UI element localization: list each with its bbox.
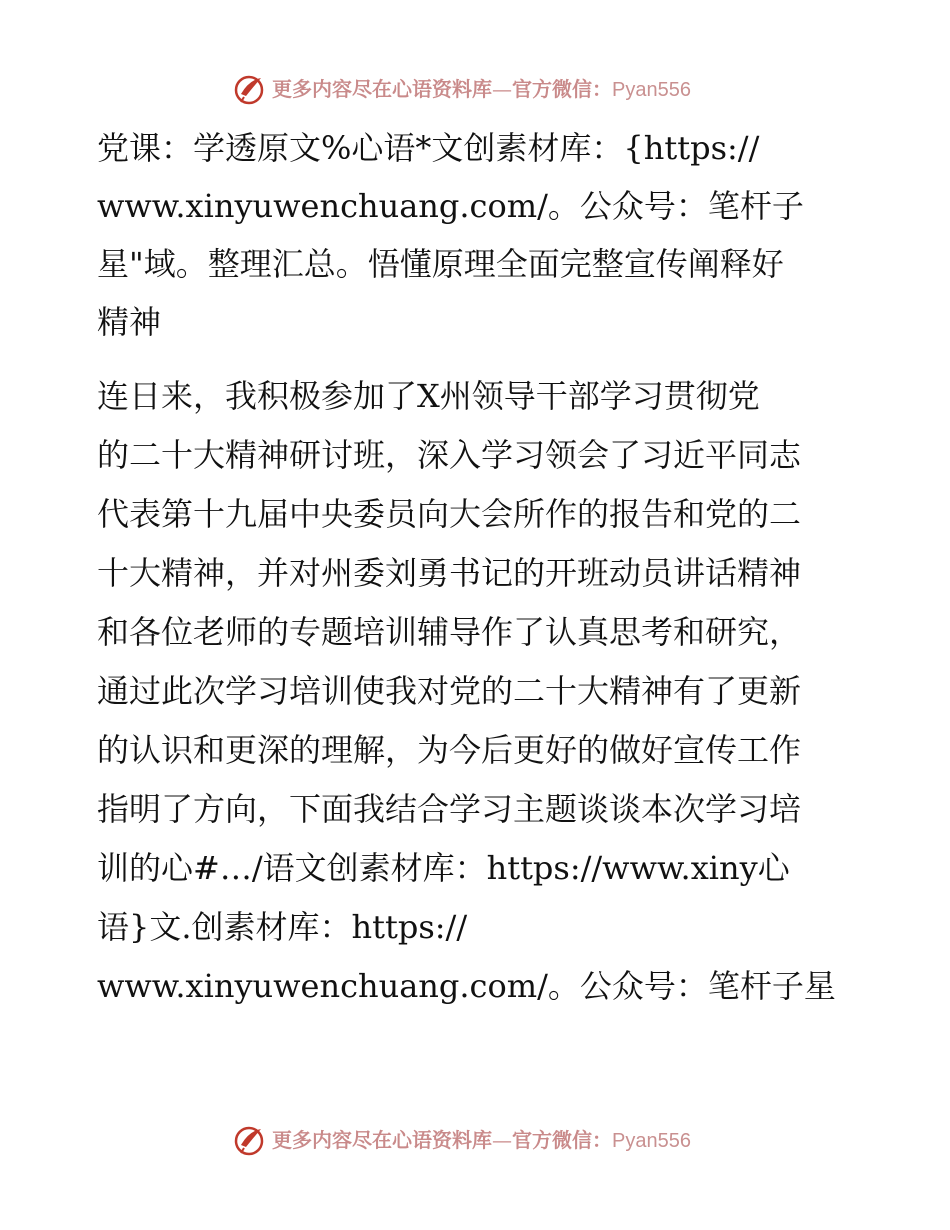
banner-wechat-id: Pyan556 [612, 79, 691, 101]
text-line: 精神 [97, 303, 162, 341]
text-line: 连日来，我积极参加了X州领导干部学习贯彻党 [97, 377, 760, 415]
brand-logo-icon [232, 72, 268, 106]
banner-separator: — [492, 1128, 512, 1152]
text-line: 代表第十九届中央委员向大会所作的报告和党的二 [97, 495, 802, 533]
text-line: www.xinyuwenchuang.com/。公众号：笔杆子星 [97, 967, 836, 1005]
banner-title: 更多内容尽在心语资料库 [272, 1128, 492, 1152]
text-line: 语}文.创素材库：https:// [97, 908, 468, 946]
text-line: 十大精神，并对州委刘勇书记的开班动员讲话精神 [97, 554, 802, 592]
text-line: 通过此次学习培训使我对党的二十大精神有了更新 [97, 672, 802, 710]
text-line: 党课：学透原文%心语*文创素材库：{https:// [97, 129, 760, 167]
text-line: www.xinyuwenchuang.com/。公众号：笔杆子 [97, 187, 804, 225]
text-line: 指明了方向，下面我结合学习主题谈谈本次学习培 [97, 790, 802, 828]
banner-title: 更多内容尽在心语资料库 [272, 77, 492, 101]
banner-wechat-label: 官方微信： [512, 1128, 612, 1152]
footer-banner [0, 1123, 950, 1157]
text-line: 和各位老师的专题培训辅导作了认真思考和研究， [97, 613, 802, 651]
banner-wechat-label: 官方微信： [512, 77, 612, 101]
text-line: 的认识和更深的理解，为今后更好的做好宣传工作 [97, 731, 802, 769]
text-line: 训的心#…/语文创素材库：https://www.xiny心 [97, 849, 790, 887]
brand-logo-icon [232, 1123, 268, 1157]
header-banner [0, 72, 950, 106]
text-line: 星"域。整理汇总。悟懂原理全面完整宣传阐释好 [97, 245, 784, 283]
banner-wechat-id: Pyan556 [612, 1130, 691, 1152]
banner-separator: — [492, 77, 512, 101]
text-line: 的二十大精神研讨班，深入学习领会了习近平同志 [97, 436, 802, 474]
